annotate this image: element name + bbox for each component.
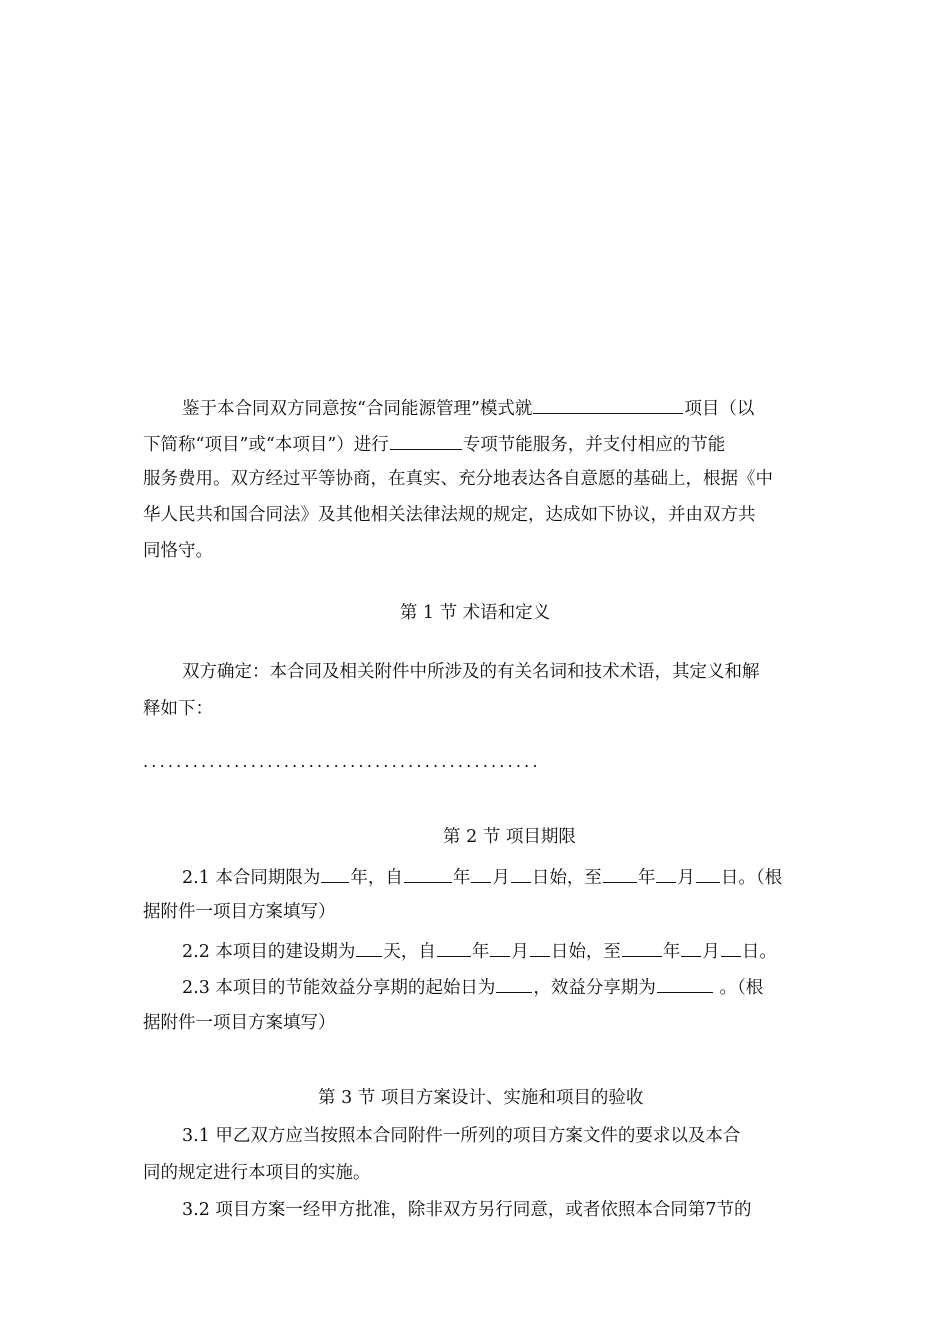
clause-text: 2.1 本合同期限为 bbox=[182, 868, 321, 888]
build-end-year-blank bbox=[622, 938, 662, 957]
share-start-blank bbox=[496, 974, 532, 993]
project-name-blank bbox=[533, 395, 683, 414]
build-end-day-blank bbox=[721, 938, 741, 957]
start-day-blank bbox=[511, 864, 531, 883]
clause-text: 月 bbox=[511, 942, 529, 962]
build-days-blank bbox=[356, 938, 382, 957]
clause-3-1: 3.1 甲乙双方应当按照本合同附件一所列的项目方案文件的要求以及本合 bbox=[182, 1126, 741, 1146]
build-start-month-blank bbox=[490, 938, 510, 957]
clause-text: 2.2 本项目的建设期为 bbox=[182, 942, 356, 962]
service-type-blank bbox=[390, 431, 462, 450]
intro-line-4: 华人民共和国合同法》及其他相关法律法规的规定，达成如下协议，并由双方共 bbox=[143, 505, 756, 525]
clause-text: 。（根 bbox=[713, 978, 764, 998]
clause-text: 年 bbox=[452, 868, 471, 888]
build-end-month-blank bbox=[681, 938, 701, 957]
section-1-paragraph: 双方确定：本合同及相关附件中所涉及的有关名词和技术术语，其定义和解 bbox=[182, 662, 760, 682]
intro-line-3: 服务费用。双方经过平等协商，在真实、充分地表达各自意愿的基础上，根据《中 bbox=[143, 469, 773, 489]
clause-text: 年，自 bbox=[350, 868, 403, 888]
intro-text: 鉴于本合同双方同意按“合同能源管理”模式就 bbox=[182, 399, 533, 419]
intro-text: 下简称“项目”或“本项目”）进行 bbox=[143, 435, 389, 455]
clause-text: 年 bbox=[637, 868, 656, 888]
section-2-title: 第 2 节 项目期限 bbox=[443, 827, 576, 847]
build-start-day-blank bbox=[530, 938, 550, 957]
end-year-blank bbox=[603, 864, 637, 883]
clause-3-2: 3.2 项目方案一经甲方批准，除非双方另行同意，或者依照本合同第7节的 bbox=[182, 1200, 752, 1220]
clause-2-3-cont: 据附件一项目方案填写） bbox=[143, 1013, 336, 1033]
clause-3-1-cont: 同的规定进行本项目的实施。 bbox=[143, 1163, 371, 1183]
clause-2-3 bbox=[182, 974, 763, 1000]
clause-text: 日。 bbox=[741, 942, 777, 962]
start-year-blank bbox=[404, 864, 452, 883]
intro-text: 项目（以 bbox=[684, 399, 755, 419]
clause-text: 2.3 本项目的节能效益分享期的起始日为 bbox=[182, 978, 496, 998]
clause-text: 年 bbox=[662, 942, 681, 962]
end-day-blank bbox=[696, 864, 720, 883]
clause-text: 天，自 bbox=[383, 942, 436, 962]
clause-text: 月 bbox=[702, 942, 720, 962]
clause-text: ，效益分享期为 bbox=[533, 978, 656, 998]
section-3-title: 第 3 节 项目方案设计、实施和项目的验收 bbox=[318, 1088, 644, 1108]
clause-text: 日。（根 bbox=[720, 868, 783, 888]
clause-2-1 bbox=[182, 864, 782, 890]
share-period-blank bbox=[657, 974, 713, 993]
clause-2-1-cont: 据附件一项目方案填写） bbox=[143, 902, 336, 922]
clause-text: 年 bbox=[471, 942, 490, 962]
clause-text: 日始，至 bbox=[550, 942, 621, 962]
definition-ellipsis: ................................................ bbox=[143, 752, 541, 771]
section-1-title: 第 1 节 术语和定义 bbox=[399, 603, 551, 623]
start-month-blank bbox=[471, 864, 491, 883]
intro-text: 专项节能服务，并支付相应的节能 bbox=[462, 435, 726, 455]
intro-line-1 bbox=[182, 395, 754, 421]
clause-2-2 bbox=[182, 938, 777, 964]
term-years-blank bbox=[321, 864, 349, 883]
clause-text: 月 bbox=[677, 868, 695, 888]
intro-line-5: 同恪守。 bbox=[143, 541, 213, 561]
intro-line-2 bbox=[143, 431, 725, 457]
end-month-blank bbox=[656, 864, 676, 883]
clause-text: 月 bbox=[492, 868, 510, 888]
clause-text: 日始，至 bbox=[531, 868, 602, 888]
build-start-year-blank bbox=[437, 938, 471, 957]
section-1-paragraph-cont: 释如下： bbox=[143, 699, 213, 719]
